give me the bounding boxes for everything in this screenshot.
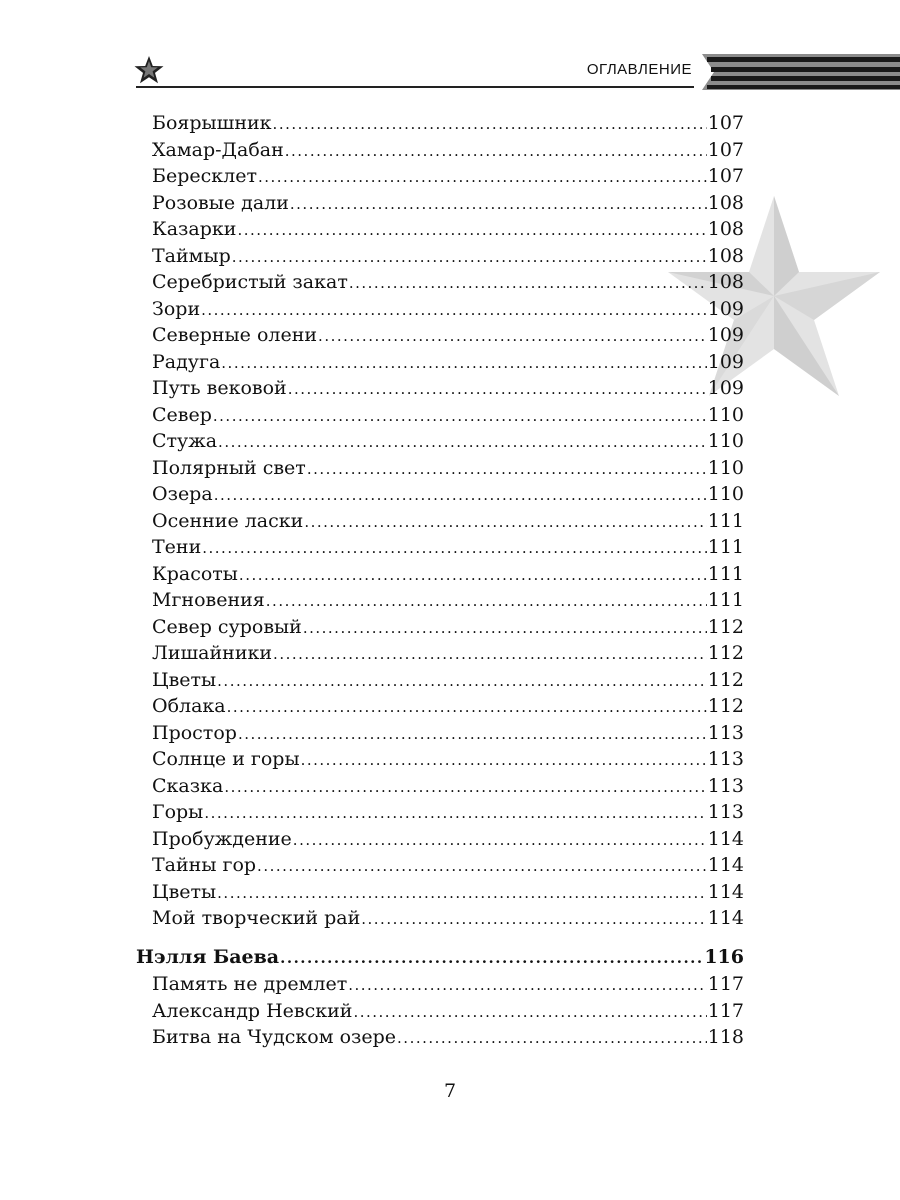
toc-entry-page: 109 bbox=[707, 324, 744, 346]
dot-leader bbox=[202, 535, 706, 561]
dot-leader bbox=[293, 827, 707, 853]
toc-entry[interactable] bbox=[152, 137, 744, 163]
dot-leader bbox=[237, 217, 706, 243]
toc-entry-page: 109 bbox=[707, 350, 744, 373]
dot-leader bbox=[238, 721, 707, 747]
toc-entry-page: 112 bbox=[707, 668, 744, 691]
toc-entry-page: 109 bbox=[707, 297, 744, 320]
toc-entry[interactable] bbox=[152, 773, 744, 799]
toc-entry-title: Облака bbox=[152, 695, 226, 717]
dot-leader bbox=[227, 694, 707, 720]
dot-leader bbox=[201, 297, 707, 323]
toc-entry-title: Красоты bbox=[152, 562, 238, 585]
toc-entry-page: 107 bbox=[707, 165, 744, 187]
toc-entry[interactable] bbox=[152, 455, 744, 481]
toc-entry-title: Мой творческий рай bbox=[152, 907, 361, 929]
toc-entry[interactable] bbox=[152, 296, 744, 322]
toc-entry[interactable] bbox=[152, 481, 744, 507]
toc-entry[interactable] bbox=[152, 190, 744, 216]
toc-entry-title: Серебристый закат bbox=[152, 271, 348, 293]
toc-entry-title: Таймыр bbox=[152, 244, 231, 267]
dot-leader bbox=[224, 774, 706, 800]
toc-entry-page: 117 bbox=[707, 973, 744, 995]
toc-entry-page: 117 bbox=[707, 999, 744, 1022]
toc-entry[interactable] bbox=[152, 269, 744, 295]
toc-entry[interactable] bbox=[152, 905, 744, 931]
toc-entry-page: 111 bbox=[707, 536, 744, 558]
toc-entry-page: 107 bbox=[707, 112, 744, 134]
toc-author-entry[interactable] bbox=[136, 944, 744, 970]
dot-leader bbox=[307, 456, 707, 482]
dot-leader bbox=[217, 880, 707, 906]
toc-entry[interactable] bbox=[152, 561, 744, 587]
dot-leader bbox=[213, 403, 707, 429]
toc-entry-title: Озера bbox=[152, 483, 213, 505]
toc-entry-page: 111 bbox=[707, 589, 744, 611]
toc-entry[interactable] bbox=[152, 110, 744, 136]
toc-entry-page: 113 bbox=[707, 801, 744, 823]
dot-leader bbox=[218, 429, 707, 455]
toc-entry-title: Александр Невский bbox=[152, 999, 353, 1022]
toc-entry[interactable] bbox=[152, 163, 744, 189]
toc-entry-page: 111 bbox=[707, 509, 744, 532]
toc-entry-page: 112 bbox=[707, 615, 744, 638]
dot-leader bbox=[221, 350, 706, 376]
toc-entry-title: Тени bbox=[152, 536, 202, 558]
toc-entry[interactable] bbox=[152, 428, 744, 454]
toc-entry-page: 110 bbox=[707, 403, 744, 426]
toc-entry[interactable] bbox=[152, 998, 744, 1024]
toc-entry-page: 113 bbox=[707, 774, 744, 797]
toc-entry-page: 110 bbox=[707, 430, 744, 452]
dot-leader bbox=[353, 999, 706, 1025]
toc-entry[interactable] bbox=[152, 746, 744, 772]
star-icon bbox=[133, 54, 165, 86]
dot-leader bbox=[288, 376, 707, 402]
toc-entry-page: 110 bbox=[707, 456, 744, 479]
toc-entry-title: Тайны гор bbox=[152, 854, 257, 876]
toc-entry-title: Цветы bbox=[152, 880, 217, 903]
dot-leader bbox=[301, 747, 707, 773]
toc-entry-page: 108 bbox=[707, 271, 744, 293]
toc-entry[interactable] bbox=[152, 375, 744, 401]
toc-entry-page: 113 bbox=[707, 721, 744, 744]
dot-leader bbox=[318, 323, 707, 349]
toc-entry-page: 112 bbox=[707, 695, 744, 717]
dot-leader bbox=[258, 164, 707, 190]
toc-entry-page: 108 bbox=[707, 218, 744, 240]
toc-entry-page: 109 bbox=[707, 377, 744, 399]
toc-entry-title: Северные олени bbox=[152, 324, 318, 346]
page-number: 7 bbox=[443, 1080, 457, 1102]
toc-entry-page: 116 bbox=[704, 946, 744, 968]
dot-leader bbox=[214, 482, 707, 508]
dot-leader bbox=[217, 668, 707, 694]
toc-entry-title: Радуга bbox=[152, 350, 221, 373]
toc-entry-title: Битва на Чудском озере bbox=[152, 1026, 397, 1048]
dot-leader bbox=[273, 641, 707, 667]
toc-entry[interactable] bbox=[152, 640, 744, 666]
toc-entry-title: Лишайники bbox=[152, 642, 273, 664]
toc-entry-page: 114 bbox=[707, 827, 744, 850]
toc-entry[interactable] bbox=[152, 243, 744, 269]
dot-leader bbox=[361, 906, 706, 932]
toc-entry-title: Горы bbox=[152, 801, 204, 823]
toc-entry[interactable] bbox=[152, 349, 744, 375]
toc-entry-page: 118 bbox=[707, 1026, 744, 1048]
dot-leader bbox=[273, 111, 707, 137]
dot-leader bbox=[303, 615, 707, 641]
toc-entry-title: Солнце и горы bbox=[152, 748, 300, 770]
toc-entry-title: Казарки bbox=[152, 218, 237, 240]
toc-entry[interactable] bbox=[152, 720, 744, 746]
toc-entry-title: Сказка bbox=[152, 774, 224, 797]
toc-entry-title: Нэлля Баева bbox=[136, 946, 280, 968]
toc-entry[interactable] bbox=[152, 534, 744, 560]
toc-entry-title: Полярный свет bbox=[152, 456, 306, 479]
dot-leader bbox=[285, 138, 707, 164]
toc-entry[interactable] bbox=[152, 322, 744, 348]
toc-entry[interactable] bbox=[152, 508, 744, 534]
toc-entry[interactable] bbox=[152, 587, 744, 613]
toc-entry-title: Простор bbox=[152, 721, 237, 744]
dot-leader bbox=[204, 800, 706, 826]
dot-leader bbox=[280, 945, 703, 971]
header-divider bbox=[136, 86, 694, 88]
toc-entry[interactable] bbox=[152, 667, 744, 693]
dot-leader bbox=[397, 1025, 707, 1051]
toc-entry-title: Стужа bbox=[152, 430, 218, 452]
toc-entry-page: 113 bbox=[707, 748, 744, 770]
section-title: ОГЛАВЛЕНИЕ bbox=[586, 61, 692, 78]
toc-entry-title: Розовые дали bbox=[152, 191, 289, 214]
toc-entry[interactable] bbox=[152, 693, 744, 719]
toc-entry[interactable] bbox=[152, 852, 744, 878]
toc-entry-title: Бересклет bbox=[152, 165, 257, 187]
dot-leader bbox=[290, 191, 707, 217]
dot-leader bbox=[349, 270, 707, 296]
toc-entry[interactable] bbox=[152, 216, 744, 242]
dot-leader bbox=[232, 244, 707, 270]
dot-leader bbox=[257, 853, 707, 879]
dot-leader bbox=[304, 509, 706, 535]
dot-leader bbox=[239, 562, 707, 588]
toc-entry-title: Мгновения bbox=[152, 589, 265, 611]
toc-entry[interactable] bbox=[152, 799, 744, 825]
toc-entry-page: 114 bbox=[707, 907, 744, 929]
toc-entry-title: Память не дремлет bbox=[152, 973, 348, 995]
toc-entry-title: Цветы bbox=[152, 668, 217, 691]
toc-entry-page: 114 bbox=[707, 880, 744, 903]
toc-entry-page: 107 bbox=[707, 138, 744, 161]
toc-entry-page: 110 bbox=[707, 483, 744, 505]
toc-entry-page: 108 bbox=[707, 244, 744, 267]
toc-entry-title: Север bbox=[152, 403, 212, 426]
toc-entry[interactable] bbox=[152, 1024, 744, 1050]
toc-entry-page: 111 bbox=[707, 562, 744, 585]
toc-entry-title: Зори bbox=[152, 297, 201, 320]
dot-leader bbox=[266, 588, 707, 614]
dot-leader bbox=[348, 972, 707, 998]
toc-entry-page: 108 bbox=[707, 191, 744, 214]
ribbon-decoration bbox=[702, 54, 900, 90]
toc-entry[interactable] bbox=[152, 971, 744, 997]
toc-entry-title: Осенние ласки bbox=[152, 509, 304, 532]
toc-entry[interactable] bbox=[152, 879, 744, 905]
toc-entry[interactable] bbox=[152, 402, 744, 428]
toc-entry-title: Боярышник bbox=[152, 112, 272, 134]
toc-entry[interactable] bbox=[152, 614, 744, 640]
toc-entry-page: 114 bbox=[707, 854, 744, 876]
toc-entry-title: Хамар-Дабан bbox=[152, 138, 284, 161]
toc-entry-title: Путь вековой bbox=[152, 377, 287, 399]
toc-entry-title: Север суровый bbox=[152, 615, 302, 638]
toc-entry-page: 112 bbox=[707, 642, 744, 664]
toc-entry-title: Пробуждение bbox=[152, 827, 292, 850]
toc-entry[interactable] bbox=[152, 826, 744, 852]
